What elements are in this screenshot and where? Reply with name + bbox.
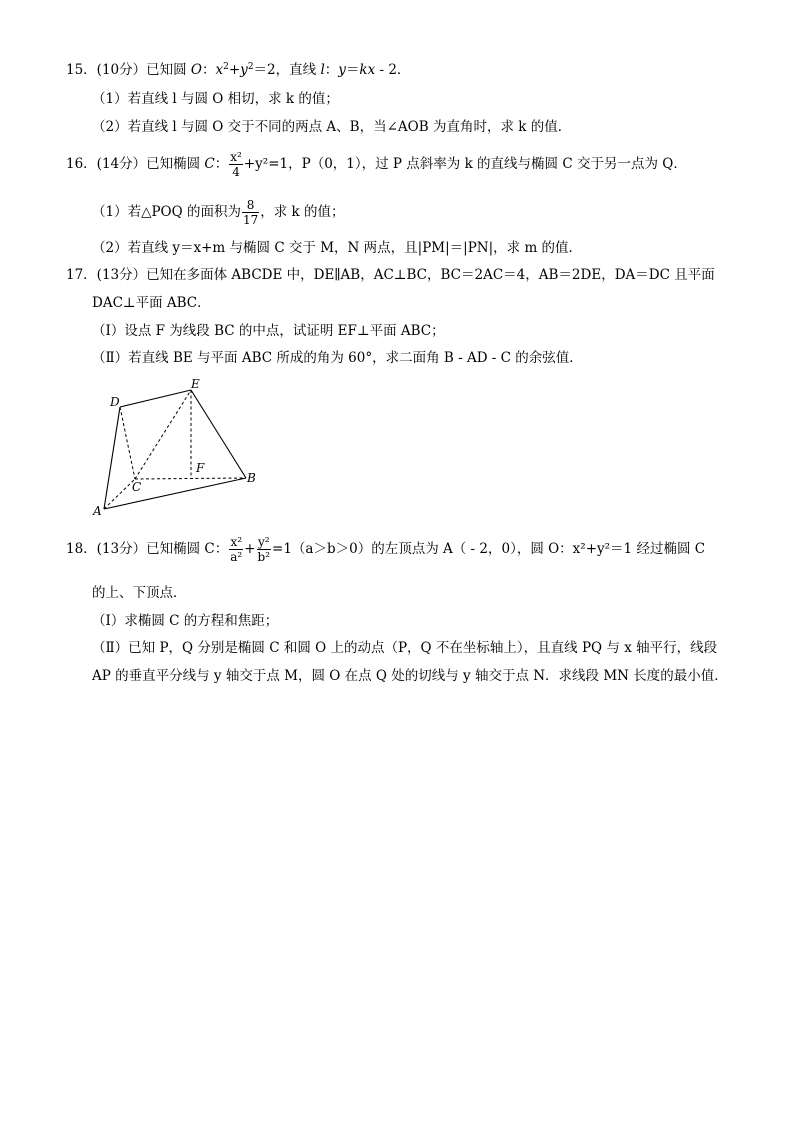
- q16-fraction: [229, 150, 243, 179]
- q18-fraction-x: [229, 535, 243, 564]
- q18-fy-den: b²: [257, 550, 271, 564]
- label-C: C: [132, 480, 142, 494]
- q16-area-fraction: [242, 198, 259, 227]
- q15-line-name: l: [320, 62, 325, 78]
- q16-prefix: 16．(14分）已知椭圆: [66, 156, 205, 172]
- q15-colon2: ：: [324, 62, 339, 78]
- q16-p1-text: （1）若△POQ 的面积为: [92, 204, 241, 220]
- q18-plus: +: [244, 541, 256, 557]
- q18-fx-den: a²: [230, 550, 243, 564]
- q16-frac-num: x²: [230, 150, 242, 164]
- edge-CE: [135, 390, 191, 479]
- label-E: E: [191, 377, 200, 391]
- q15-plus: +: [228, 62, 241, 78]
- q15-sq1: 2: [223, 62, 229, 72]
- label-F: F: [196, 461, 205, 475]
- edge-DA: [104, 407, 120, 509]
- q18-part2: （Ⅱ）已知 P，Q 分别是椭圆 C 和圆 O 上的动点（P，Q 不在坐标轴上），且直线 PQ 与 x 轴平行，线段: [92, 640, 718, 656]
- edge-AC: [104, 479, 135, 509]
- q17-part1: （Ⅰ）设点 F 为线段 BC 的中点，试证明 EF⊥平面 ABC；: [92, 323, 445, 339]
- label-A: A: [93, 504, 102, 518]
- q15-part2: （2）若直线 l 与圆 O 交于不同的两点 A、B，当∠AOB 为直角时，求 k 的值．: [92, 119, 572, 135]
- q18-fx-num: x²: [230, 535, 243, 549]
- q16-ellipse-name: C: [204, 156, 215, 172]
- q16-rest: P（0，1），过 P 点斜率为 k 的直线与椭圆 C 交于另一点为 Q．: [301, 156, 687, 172]
- label-D: D: [110, 395, 120, 409]
- q15-kx: kx: [359, 62, 376, 78]
- q16-frac-tail: +y²=1，: [243, 156, 302, 172]
- q18-prefix: 18．(13分）已知椭圆 C：: [66, 541, 229, 557]
- q17-statement: 17．(13分）已知在多面体 ABCDE 中，DE∥AB，AC⊥BC，BC＝2AC＝4，AB＝2DE，DA＝DC 且平面: [66, 267, 715, 283]
- q15-sq2: 2: [247, 62, 254, 72]
- edge-CB: [135, 478, 246, 479]
- q15-tail: - 2．: [375, 62, 411, 78]
- q18-fraction-y: [257, 535, 272, 564]
- q15-x: x: [215, 62, 224, 78]
- q18-part1: （Ⅰ）求椭圆 C 的方程和焦距；: [92, 613, 279, 629]
- q15-y: y: [240, 62, 248, 78]
- q15-prefix: 15．(10分）已知圆: [66, 62, 191, 78]
- q18-statement: [66, 531, 705, 567]
- q16-frac-den: 4: [229, 164, 243, 179]
- q17-statement-cont: DAC⊥平面 ABC．: [92, 295, 211, 311]
- edge-AB: [104, 478, 246, 509]
- q16-area-num: 8: [246, 198, 255, 212]
- q15-colon: ：: [202, 62, 216, 78]
- q18-fy-num: y²: [257, 535, 270, 549]
- q15-y2: y: [338, 62, 346, 78]
- q15-statement: [66, 61, 410, 79]
- q16-area-den: 17: [242, 213, 259, 227]
- q17-polyhedron-figure: [90, 372, 270, 522]
- edge-DC: [120, 407, 135, 479]
- edge-DE: [120, 390, 191, 407]
- q16-part2: （2）若直线 y＝x+m 与椭圆 C 交于 M，N 两点，且|PM|＝|PN|，求 m 的值．: [92, 240, 583, 256]
- q17-part2: （Ⅱ）若直线 BE 与平面 ABC 所成的角为 60°，求二面角 B - AD - C 的余弦值．: [92, 350, 583, 366]
- q16-part1: [92, 197, 345, 227]
- q15-eq: ＝2，直线: [253, 62, 321, 78]
- q18-part2-cont: AP 的垂直平分线与 y 轴交于点 M，圆 O 在点 Q 处的切线与 y 轴交于点 N．求线段 MN 长度的最小值．: [92, 668, 728, 684]
- q15-circle-name: O: [190, 62, 202, 78]
- q16-colon: ：: [214, 156, 229, 172]
- q15-eq2: ＝: [345, 62, 360, 78]
- q18-statement-cont: 的上、下顶点．: [92, 585, 187, 601]
- q18-tail: =1（a＞b＞0）的左顶点为 A（ - 2，0），圆 O：x²+y²＝1 经过椭圆 C: [272, 541, 706, 557]
- q16-p1-tail: ，求 k 的值；: [260, 204, 345, 220]
- q16-statement: [66, 149, 687, 179]
- label-B: B: [247, 471, 256, 485]
- q15-part1: （1）若直线 l 与圆 O 相切，求 k 的值；: [92, 91, 339, 107]
